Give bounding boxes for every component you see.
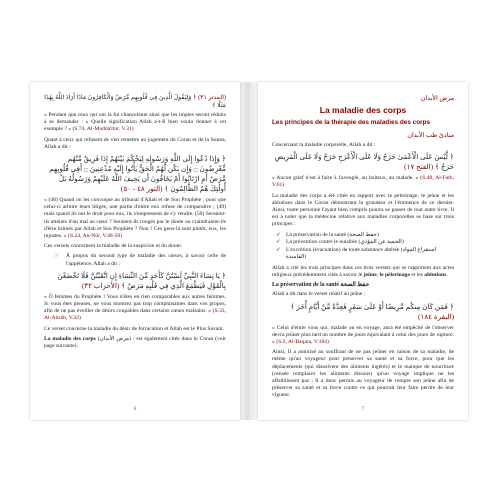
body-paragraph: Ainsi, Il a autorisé au souffrant de ne pas jeûner en raison de sa maladie, de même qu'au voyageur pour préserver sa santé et sa force, pour que les déplacements (qui dissolvent des aliments ingérés) et le manque de nourriture (censée remplacer les aliments dissous) qu'un voyage implique ne les affaiblissent pas ; Il a donc permis au voyageur de rompre son jeûne afin de préserver sa santé et sa force contre ce qui pourrait leur faire perdre de leur vigueur. <box>272 349 454 399</box>
verse-text: ﴿ لَّيْسَ عَلَى الْأَعْمَىٰ حَرَجٌ وَلَا عَلَى الْأَعْرَجِ حَرَجٌ وَلَا عَلَى الْمَرِيضِ حَرَجٌ ﴾ <box>274 153 454 172</box>
body-paragraph: Quant à ceux qui refusent de s'en remettre au jugement du Coran et de la Sunna, Allah a dit : <box>44 136 226 150</box>
principles-list <box>272 232 454 262</box>
pointing-hand-icon: ☞ <box>54 253 60 260</box>
left-page <box>30 82 240 420</box>
page-number: 7 <box>361 407 365 412</box>
verse-text: ﴿ يَا نِسَاءَ النَّبِيِّ لَسْتُنَّ كَأَحَدٍ مِّنَ النِّسَاءِ إِنِ اتَّقَيْتُنَّ فَلَا تَخْضَعْنَ بِالْقَوْلِ فَيَطْمَعَ الَّذِي فِي قَلْبِهِ مَرَضٌ ﴾ <box>57 271 226 290</box>
right-page-content <box>272 94 454 403</box>
translation-text: « Pendant que ceux qui ont la foi chancelante ainsi que les impies seront réduits à se demander : « Quelle signification Allah a-t-Il bien voulu donner à cet exemple ? » <box>44 112 226 133</box>
page-header-arabic: مرض الأبدان <box>420 95 454 102</box>
list-item-arabic: (حفظ الصحة) <box>347 231 379 238</box>
verse-reference: (الأحزاب ٣٢) <box>81 281 120 290</box>
list-item <box>272 247 454 262</box>
list-item-arabic: (استفراغ المواد الفاسدة) <box>286 246 437 261</box>
section-heading-arabic: حفظ الصحة <box>340 282 370 289</box>
verse-reference: (المدثر ٣١) <box>198 94 226 101</box>
list-item-text: La préservation de la santé <box>286 231 346 238</box>
checkmark-icon: ✓ <box>276 246 281 253</box>
translation-paragraph <box>44 294 226 323</box>
bold-term: La maladie des corps <box>44 335 96 342</box>
verse-text: ﴿ وَإِذَا دُعُوا إِلَى اللَّهِ وَرَسُولِهِ لِيَحْكُمَ بَيْنَهُمْ إِذَا فَرِيقٌ مِّنْهُم مُّعْرِضُونَ ۝ وَإِن يَكُن لَّهُمُ الْحَقُّ يَأْتُوا إِلَيْهِ مُذْعِنِينَ ۝ أَفِي قُلُوبِهِم مَّرَضٌ أَمِ ارْتَابُوا أَمْ يَخَافُونَ أَن يَحِيفَ اللَّهُ عَلَيْهِمْ وَرَسُولُهُ بَلْ أُولَٰئِكَ هُمُ الظَّالِمُونَ ﴾ <box>49 155 226 194</box>
checkmark-icon: ✓ <box>276 239 281 246</box>
left-page-content <box>44 94 226 353</box>
translation-reference: (S.74, Al-Mudda'thir, V.31) <box>72 126 134 133</box>
quran-verse <box>44 154 226 194</box>
body-text: Allah a cité les trois principes dans ces trois versets qui se rapportent aux actes religieux précédemment cités à savoir le <box>272 265 454 279</box>
section-subtitle: Les principes de la thérapie des maladies des corps <box>272 119 431 126</box>
body-paragraph: Concernant la maladie corporelle, Allah a dit : <box>272 142 376 148</box>
list-item-text: La prévention contre le nuisible <box>286 239 358 246</box>
body-text: : est également citée dans le Coran (voir page suivante). <box>44 335 227 350</box>
translation-text: « (48) Quand on les convoque au tribunal d'Allah et de Son Prophète , pour que celui-ci arbitre leurs litiges, une partie d'entre eux refuse de comparaître ; (49) mais quand ils ont le droit pour eux, ils s'empressent de s'y rendre. (50) Seraient-ils atteints d'un mal au cœur ? Seraient-ils rongés par le doute ou craindraient-ils d'être brimés par Allah et Son Prophète ? Non ! Ces gens-là sont plutôt, eux, les injustes. » <box>44 197 226 240</box>
pointer-paragraph <box>44 253 226 267</box>
chapter-title: La maladie des corps <box>319 105 407 115</box>
body-paragraph: Allah a cité les trois principes dans ces trois versets qui se rapportent aux actes religieux précédemment cités à savoir le jeûne, le pèlerinage et les ablutions. <box>272 265 454 279</box>
section-heading <box>272 282 454 288</box>
translation-text: « Celui d'entre vous qui, malade ou en voyage, aura été empêché de l'observer devra jeûner plus tard un nombre de jours équivalant à celui des jours de rupture. » <box>272 324 454 346</box>
quran-verse <box>272 302 454 322</box>
page-number: 6 <box>133 407 137 412</box>
list-item-text: L'excrétion (évacuation) de toute substance altérée <box>286 246 400 253</box>
arabic-term: (مرض الأبدان) <box>97 335 132 342</box>
quran-verse <box>44 271 226 291</box>
quran-verse <box>44 94 226 110</box>
body-paragraph: Ce verset concerne la maladie du désir de fornication et Allah est le Plus Savant. <box>44 325 225 332</box>
body-paragraph: Allah a dit dans le verset relatif au jeûne : <box>272 291 366 298</box>
verse-reference: (البقرة ١٨٤) <box>418 312 454 321</box>
translation-text: « Aucun grief n'est à faire à l'aveugle, au boiteux, au malade. » <box>272 175 419 182</box>
translation-paragraph <box>272 325 454 347</box>
translation-text: « Ô femmes du Prophète ! Vous n'êtes en rien comparables aux autres femmes. Si vous êtes pieuses, ne vous montrez pas trop complaisantes dans vos propos, afin de ne pas éveiller de désirs coupables dans certains cœurs malsains. » <box>44 293 226 315</box>
body-paragraph: Ces versets concernent la maladie de la suspicion et du doute. <box>44 243 183 250</box>
subtitle-arabic: مبادئ طب الأبدان <box>407 132 454 139</box>
translation-reference: (S.2, Al-Baqara, V.184) <box>276 339 329 346</box>
pointer-text: À propos du second type de maladie des cœurs, à savoir celle de l'appétence, Allah a dit : <box>66 253 226 267</box>
body-paragraph: La maladie des corps a été citée en rapport avec le pèlerinage, le jeûne et les ablutions dans le Coran démontrant la grandeur et l'éminence de ce dernier. Ainsi, toute personne l'ayant bien compris pourra se passer de tout autre livre. Il est à noter que la médecine relative aux maladies corporelles se base sur trois principes : <box>272 192 454 228</box>
right-page <box>258 82 468 420</box>
section-heading-text: La préservation de la santé <box>272 282 339 289</box>
verse-reference: (النور ٤٨ - ٥٠) <box>120 185 163 194</box>
book-gutter <box>240 82 258 420</box>
list-item-arabic: (الحمية عن المؤذي) <box>358 239 404 246</box>
translation-reference: (S.33, Al-Ahzâb, V.32) <box>44 308 226 322</box>
checkmark-icon: ✓ <box>276 231 281 238</box>
body-paragraph <box>44 336 226 350</box>
verse-reference: (الفتح ١٧) <box>404 163 434 172</box>
verse-text: ﴿ وَلِيَقُولَ الَّذِينَ فِي قُلُوبِهِم مَّرَضٌ وَالْكَافِرُونَ مَاذَا أَرَادَ اللَّهُ بِهَٰذَا مَثَلًا ﴾ <box>44 94 226 109</box>
bold-term: le pèlerinage <box>379 272 410 279</box>
translation-reference: (S.24, An-Nûr, V.48-50) <box>68 233 123 240</box>
translation-paragraph <box>44 197 226 240</box>
verse-text: ﴿ فَمَن كَانَ مِنكُم مَّرِيضًا أَوْ عَلَىٰ سَفَرٍ فَعِدَّةٌ مِّنْ أَيَّامٍ أُخَرَ ﴾ <box>290 302 454 311</box>
bold-term: ablutions <box>424 272 447 279</box>
translation-paragraph <box>272 175 454 189</box>
list-item <box>272 239 454 247</box>
translation-reference: (S.48, Al-Fath, V.61) <box>272 175 454 189</box>
bold-term: jeûne <box>363 272 377 279</box>
translation-paragraph <box>44 112 226 134</box>
quran-verse <box>272 152 454 172</box>
